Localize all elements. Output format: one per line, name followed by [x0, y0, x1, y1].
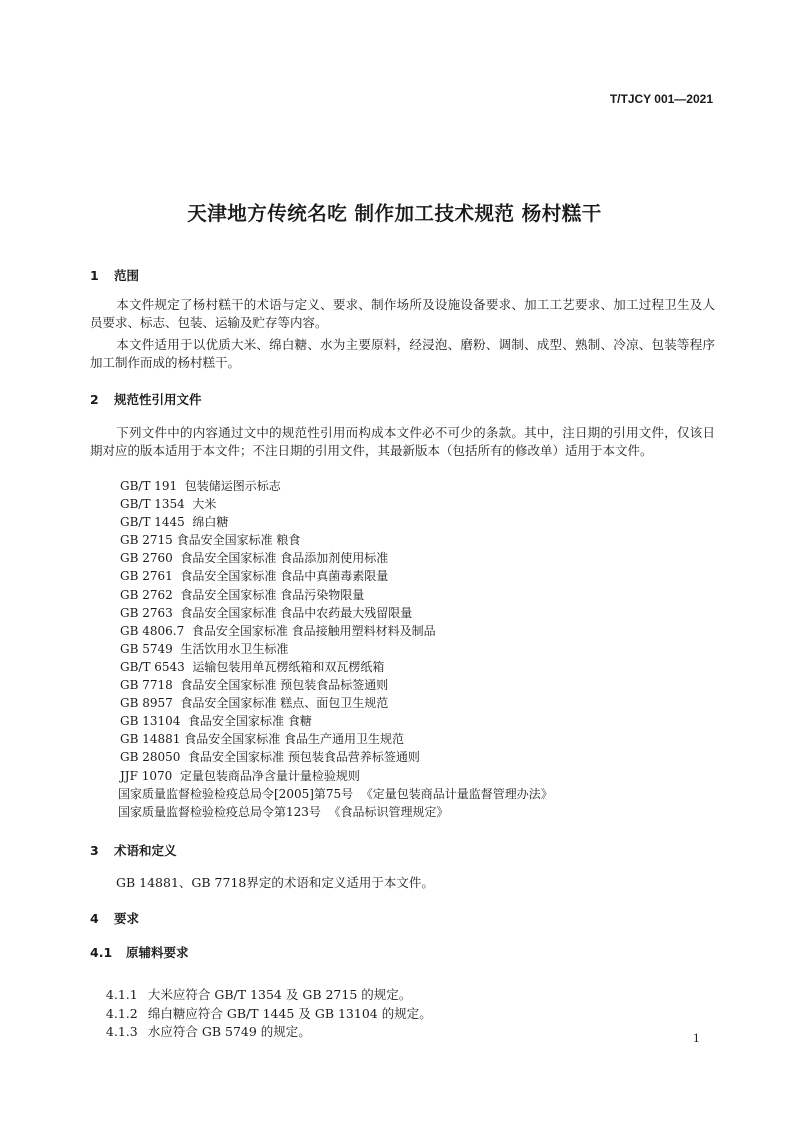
section-title: 范围: [114, 268, 140, 283]
reference-item: GB 2763 食品安全国家标准 食品中农药最大残留限量: [120, 605, 413, 620]
reference-item: GB/T 1354 大米: [120, 497, 217, 512]
terms-paragraph: GB 14881、GB 7718界定的术语和定义适用于本文件。: [116, 875, 434, 890]
reference-item: 国家质量监督检验检疫总局令[2005]第75号 《定量包装商品计量监督管理办法》: [118, 786, 553, 801]
reference-item: GB 5749 生活饮用水卫生标准: [120, 641, 289, 656]
subsection-number: 4.1: [90, 945, 113, 960]
section-number: 4: [90, 911, 99, 926]
reference-item: GB/T 191 包装储运图示标志: [120, 479, 281, 493]
clause-text: 绵白糖应符合 GB/T 1445 及 GB 13104 的规定。: [147, 1006, 432, 1021]
section-heading-normative-references: [90, 390, 202, 408]
scope-paragraph-1: 本文件规定了杨村糕干的术语与定义、要求、制作场所及设施设备要求、加工工艺要求、加工过程卫生及人员要求、标志、包装、运输及贮存等内容。: [90, 297, 715, 330]
reference-item: JJF 1070 定量包装商品净含量计量检验规则: [120, 768, 360, 783]
reference-item: GB 2760 食品安全国家标准 食品添加剂使用标准: [120, 551, 389, 566]
section-heading-scope: [90, 266, 139, 284]
reference-list: [120, 477, 553, 821]
section-number: 3: [90, 843, 99, 858]
section-heading-terms: [90, 841, 177, 859]
section-title: 术语和定义: [114, 843, 177, 858]
page-number: 1: [693, 1030, 700, 1045]
clause-4-1-3: [90, 1007, 311, 1055]
normative-intro-paragraph: 下列文件中的内容通过文中的规范性引用而构成本文件必不可少的条款。其中，注日期的引用文件，仅该日期对应的版本适用于本文件；不注日期的引用文件，其最新版本（包括所有的修改单）适用于本文件。: [90, 425, 715, 458]
reference-item: GB 2715 食品安全国家标准 粮食: [120, 533, 301, 548]
clause-number: 4.1.1: [105, 987, 138, 1002]
section-title: 要求: [114, 911, 140, 926]
section-title: 规范性引用文件: [114, 392, 202, 407]
reference-item: GB 8957 食品安全国家标准 糕点、面包卫生规范: [120, 696, 389, 711]
subsection-heading-raw-materials: [90, 943, 189, 961]
reference-item: GB/T 6543 运输包装用单瓦楞纸箱和双瓦楞纸箱: [120, 659, 385, 674]
section-heading-requirements: [90, 909, 139, 927]
reference-item: GB 4806.7 食品安全国家标准 食品接触用塑料材料及制品: [120, 623, 436, 638]
reference-item: GB 28050 食品安全国家标准 预包装食品营养标签通则: [120, 750, 420, 765]
reference-item: 国家质量监督检验检疫总局令第123号 《食品标识管理规定》: [118, 804, 449, 819]
clause-number: 4.1.2: [105, 1006, 138, 1021]
section-number: 2: [90, 392, 99, 407]
scope-paragraph-2: 本文件适用于以优质大米、绵白糖、水为主要原料，经浸泡、磨粉、调制、成型、熟制、冷凉、包装等程序加工制作而成的杨村糕干。: [90, 337, 715, 370]
clause-number: 4.1.3: [105, 1024, 138, 1039]
reference-item: GB 14881 食品安全国家标准 食品生产通用卫生规范: [120, 732, 405, 747]
subsection-title: 原辅料要求: [126, 945, 189, 960]
reference-item: GB 2762 食品安全国家标准 食品污染物限量: [120, 587, 365, 602]
reference-item: GB 7718 食品安全国家标准 预包装食品标签通则: [120, 678, 389, 693]
clause-text: 水应符合 GB 5749 的规定。: [147, 1024, 311, 1039]
standard-code: T/TJCY 001—2021: [609, 92, 713, 106]
document-title: 天津地方传统名吃 制作加工技术规范 杨村糕干: [187, 202, 602, 225]
reference-item: GB/T 1445 绵白糖: [120, 515, 229, 530]
reference-item: GB 13104 食品安全国家标准 食糖: [120, 714, 312, 729]
reference-item: GB 2761 食品安全国家标准 食品中真菌毒素限量: [120, 569, 389, 584]
clause-text: 大米应符合 GB/T 1354 及 GB 2715 的规定。: [147, 987, 412, 1002]
section-number: 1: [90, 268, 99, 283]
